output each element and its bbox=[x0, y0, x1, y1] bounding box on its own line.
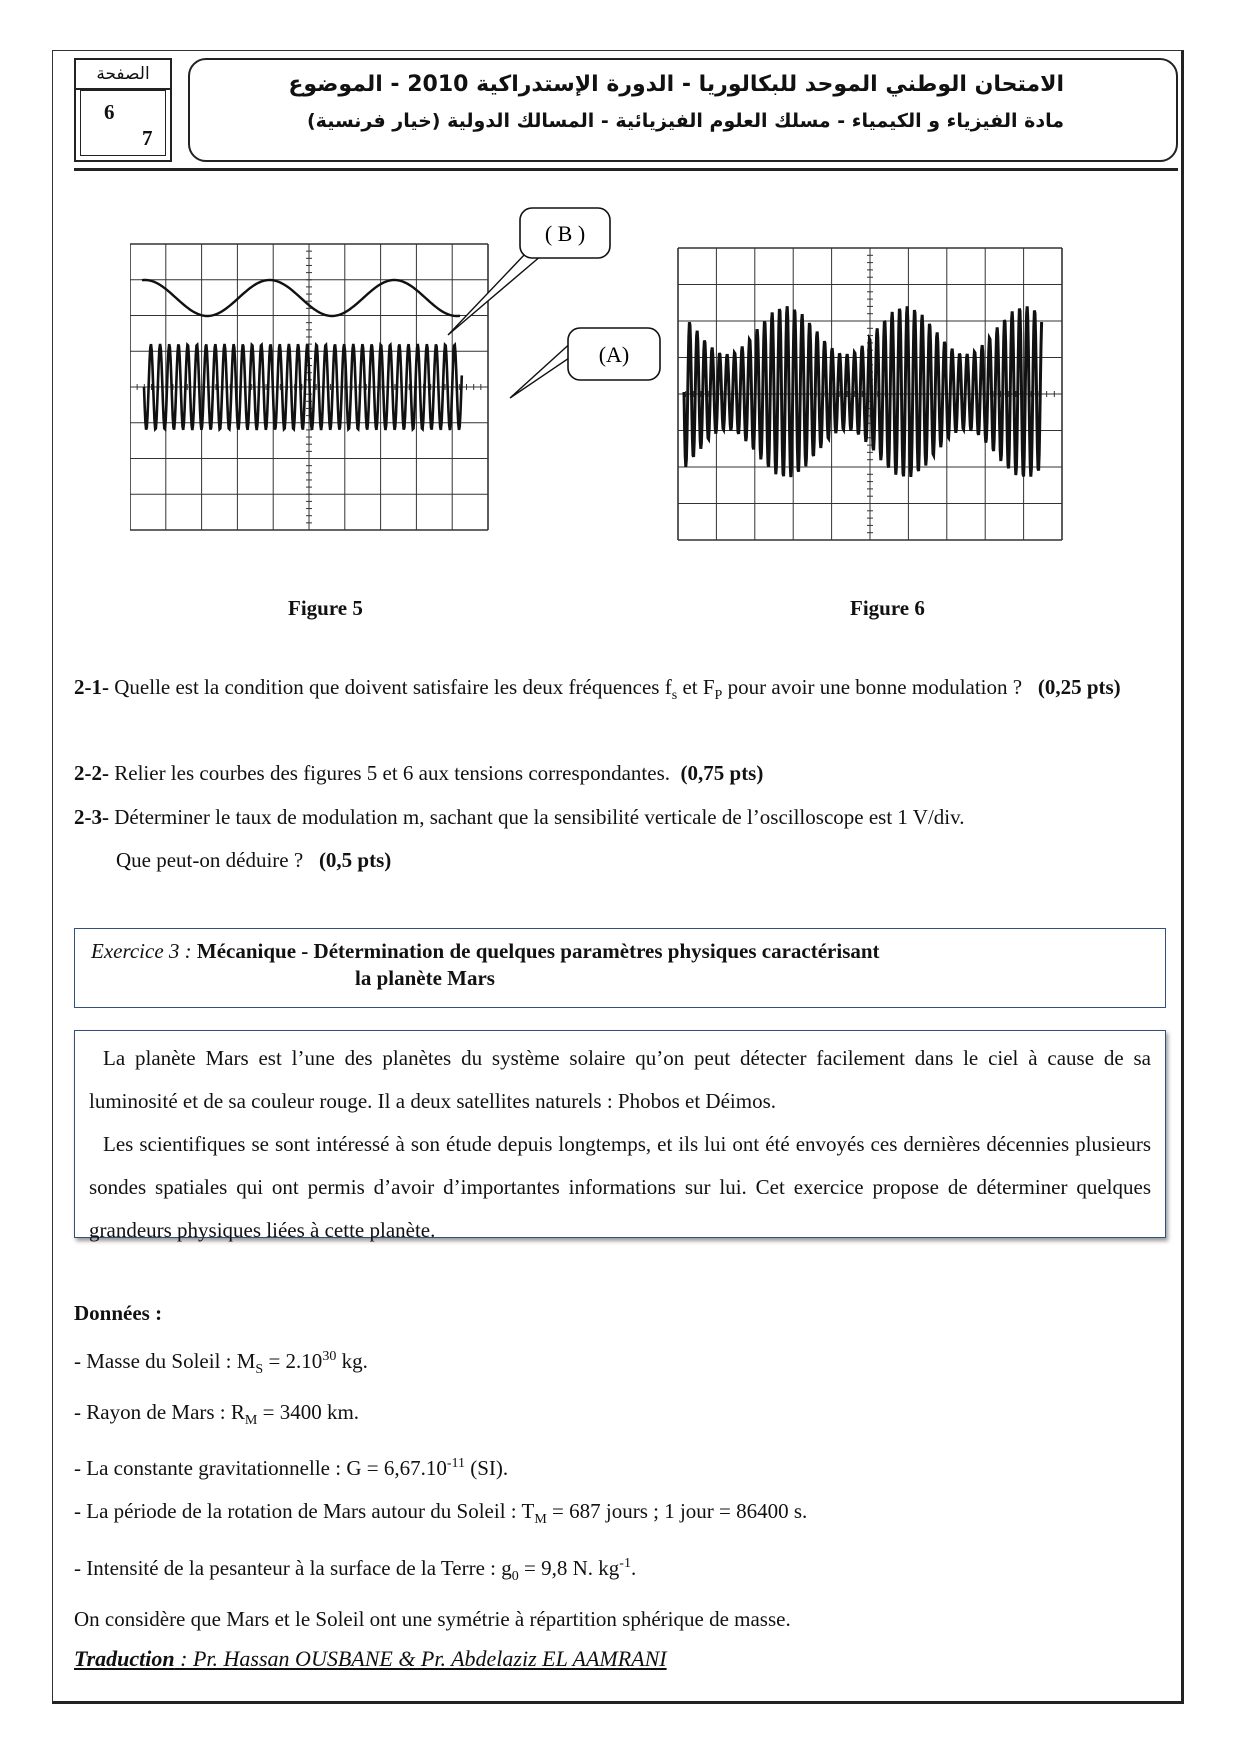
data-list bbox=[74, 1292, 807, 1641]
question-2-1: 2-1- Quelle est la condition que doivent satisfaire les deux fréquences $f_s$ et $F_P$ pour avoir une bonne modulation ? (0,25 pts) bbox=[74, 675, 1121, 704]
page-label: الصفحة bbox=[76, 60, 170, 90]
data-sun-mass: - Masse du Soleil : $M_S = 2.10^{30}$ kg. bbox=[74, 1349, 368, 1378]
header-line-1: الامتحان الوطني الموحد للبكالوريا - الدورة الإستدراكية 2010 - الموضوع bbox=[288, 72, 1064, 97]
figure-5-oscillogram bbox=[130, 200, 670, 600]
question-2-3-number: 2-3- bbox=[74, 805, 109, 829]
header-line-2: مادة الفيزياء و الكيمياء - مسلك العلوم الفيزيائية - المسالك الدولية (خيار فرنسية) bbox=[306, 110, 1064, 132]
figure-6-caption: Figure 6 bbox=[850, 596, 925, 620]
figure-6-oscillogram bbox=[676, 246, 1116, 582]
question-2-2-points: (0,75 pts) bbox=[680, 761, 764, 785]
translation-credit: Traduction : Pr. Hassan OUSBANE & Pr. Abdelaziz EL AAMRANI bbox=[74, 1646, 667, 1671]
callout-a-label: (A) bbox=[598, 342, 630, 367]
curve-am-modulated bbox=[684, 306, 1042, 477]
question-2-1-points: (0,25 pts) bbox=[1037, 675, 1121, 699]
intro-paragraph-1: La planète Mars est l’une des planètes du système solaire qu’on peut détecter facilement dans le ciel à cause de sa luminosité et de sa couleur rouge. Il a deux satellites naturels : Phobos et Déimos. bbox=[89, 1046, 1151, 1113]
question-2-2-number: 2-2- bbox=[74, 761, 109, 785]
question-2-1-number: 2-1- bbox=[74, 675, 109, 699]
exercise-title: Mécanique - Détermination de quelques paramètres physiques caractérisant bbox=[196, 939, 880, 963]
callout-b-pointer bbox=[448, 253, 542, 335]
page-number-box bbox=[74, 58, 172, 162]
data-mars-period: - La période de la rotation de Mars autour du Soleil : $T_M = 687$ jours ; 1 jour = 86400 s. bbox=[74, 1499, 808, 1528]
question-2-3: 2-3- Déterminer le taux de modulation m, sachant que la sensibilité verticale de l’oscilloscope est 1 V/div. Que peut-on déduire ? (0,5 pts) bbox=[74, 805, 965, 872]
question-2-3-points: (0,5 pts) bbox=[318, 848, 392, 872]
translation-label: Traduction bbox=[74, 1646, 175, 1671]
exercise-intro-box bbox=[74, 1030, 1166, 1242]
callout-b-label: ( B ) bbox=[544, 221, 586, 246]
exam-header bbox=[188, 58, 1178, 162]
data-mars-radius: - Rayon de Mars : $R_M = 3400$ km. bbox=[74, 1400, 360, 1429]
page-total: 7 bbox=[142, 126, 153, 150]
curve-b-signal bbox=[142, 280, 460, 316]
page-number: 6 bbox=[104, 100, 115, 124]
exercise-label: Exercice 3 : bbox=[91, 939, 192, 963]
data-note: On considère que Mars et le Soleil ont une symétrie à répartition sphérique de masse. bbox=[74, 1606, 791, 1631]
data-heading: Données : bbox=[74, 1301, 163, 1325]
question-2-2: 2-2- Relier les courbes des figures 5 et 6 aux tensions correspondantes. (0,75 pts) bbox=[74, 761, 764, 785]
figure-5-caption: Figure 5 bbox=[288, 596, 363, 620]
data-grav-constant: - La constante gravitationnelle : $G = 6,67.10^{-11}$ (SI). bbox=[74, 1456, 509, 1481]
data-earth-gravity: - Intensité de la pesanteur à la surface de la Terre : $g_0 = 9,8$ N. $kg^{-1}$. bbox=[74, 1555, 637, 1584]
exercise-3-title-box bbox=[74, 928, 1166, 1008]
exercise-title-line-2: la planète Mars bbox=[355, 966, 495, 990]
header-divider bbox=[74, 168, 1178, 171]
intro-paragraph-2: Les scientifiques se sont intéressé à son étude depuis longtemps, et ils lui ont été envoyés ces dernières décennies plusieurs sondes spatiales qui ont permis d’avoir d’importantes informations sur lui. Cet exercice propose de déterminer quelques grandeurs physiques liées à cette planète. bbox=[89, 1132, 1151, 1242]
